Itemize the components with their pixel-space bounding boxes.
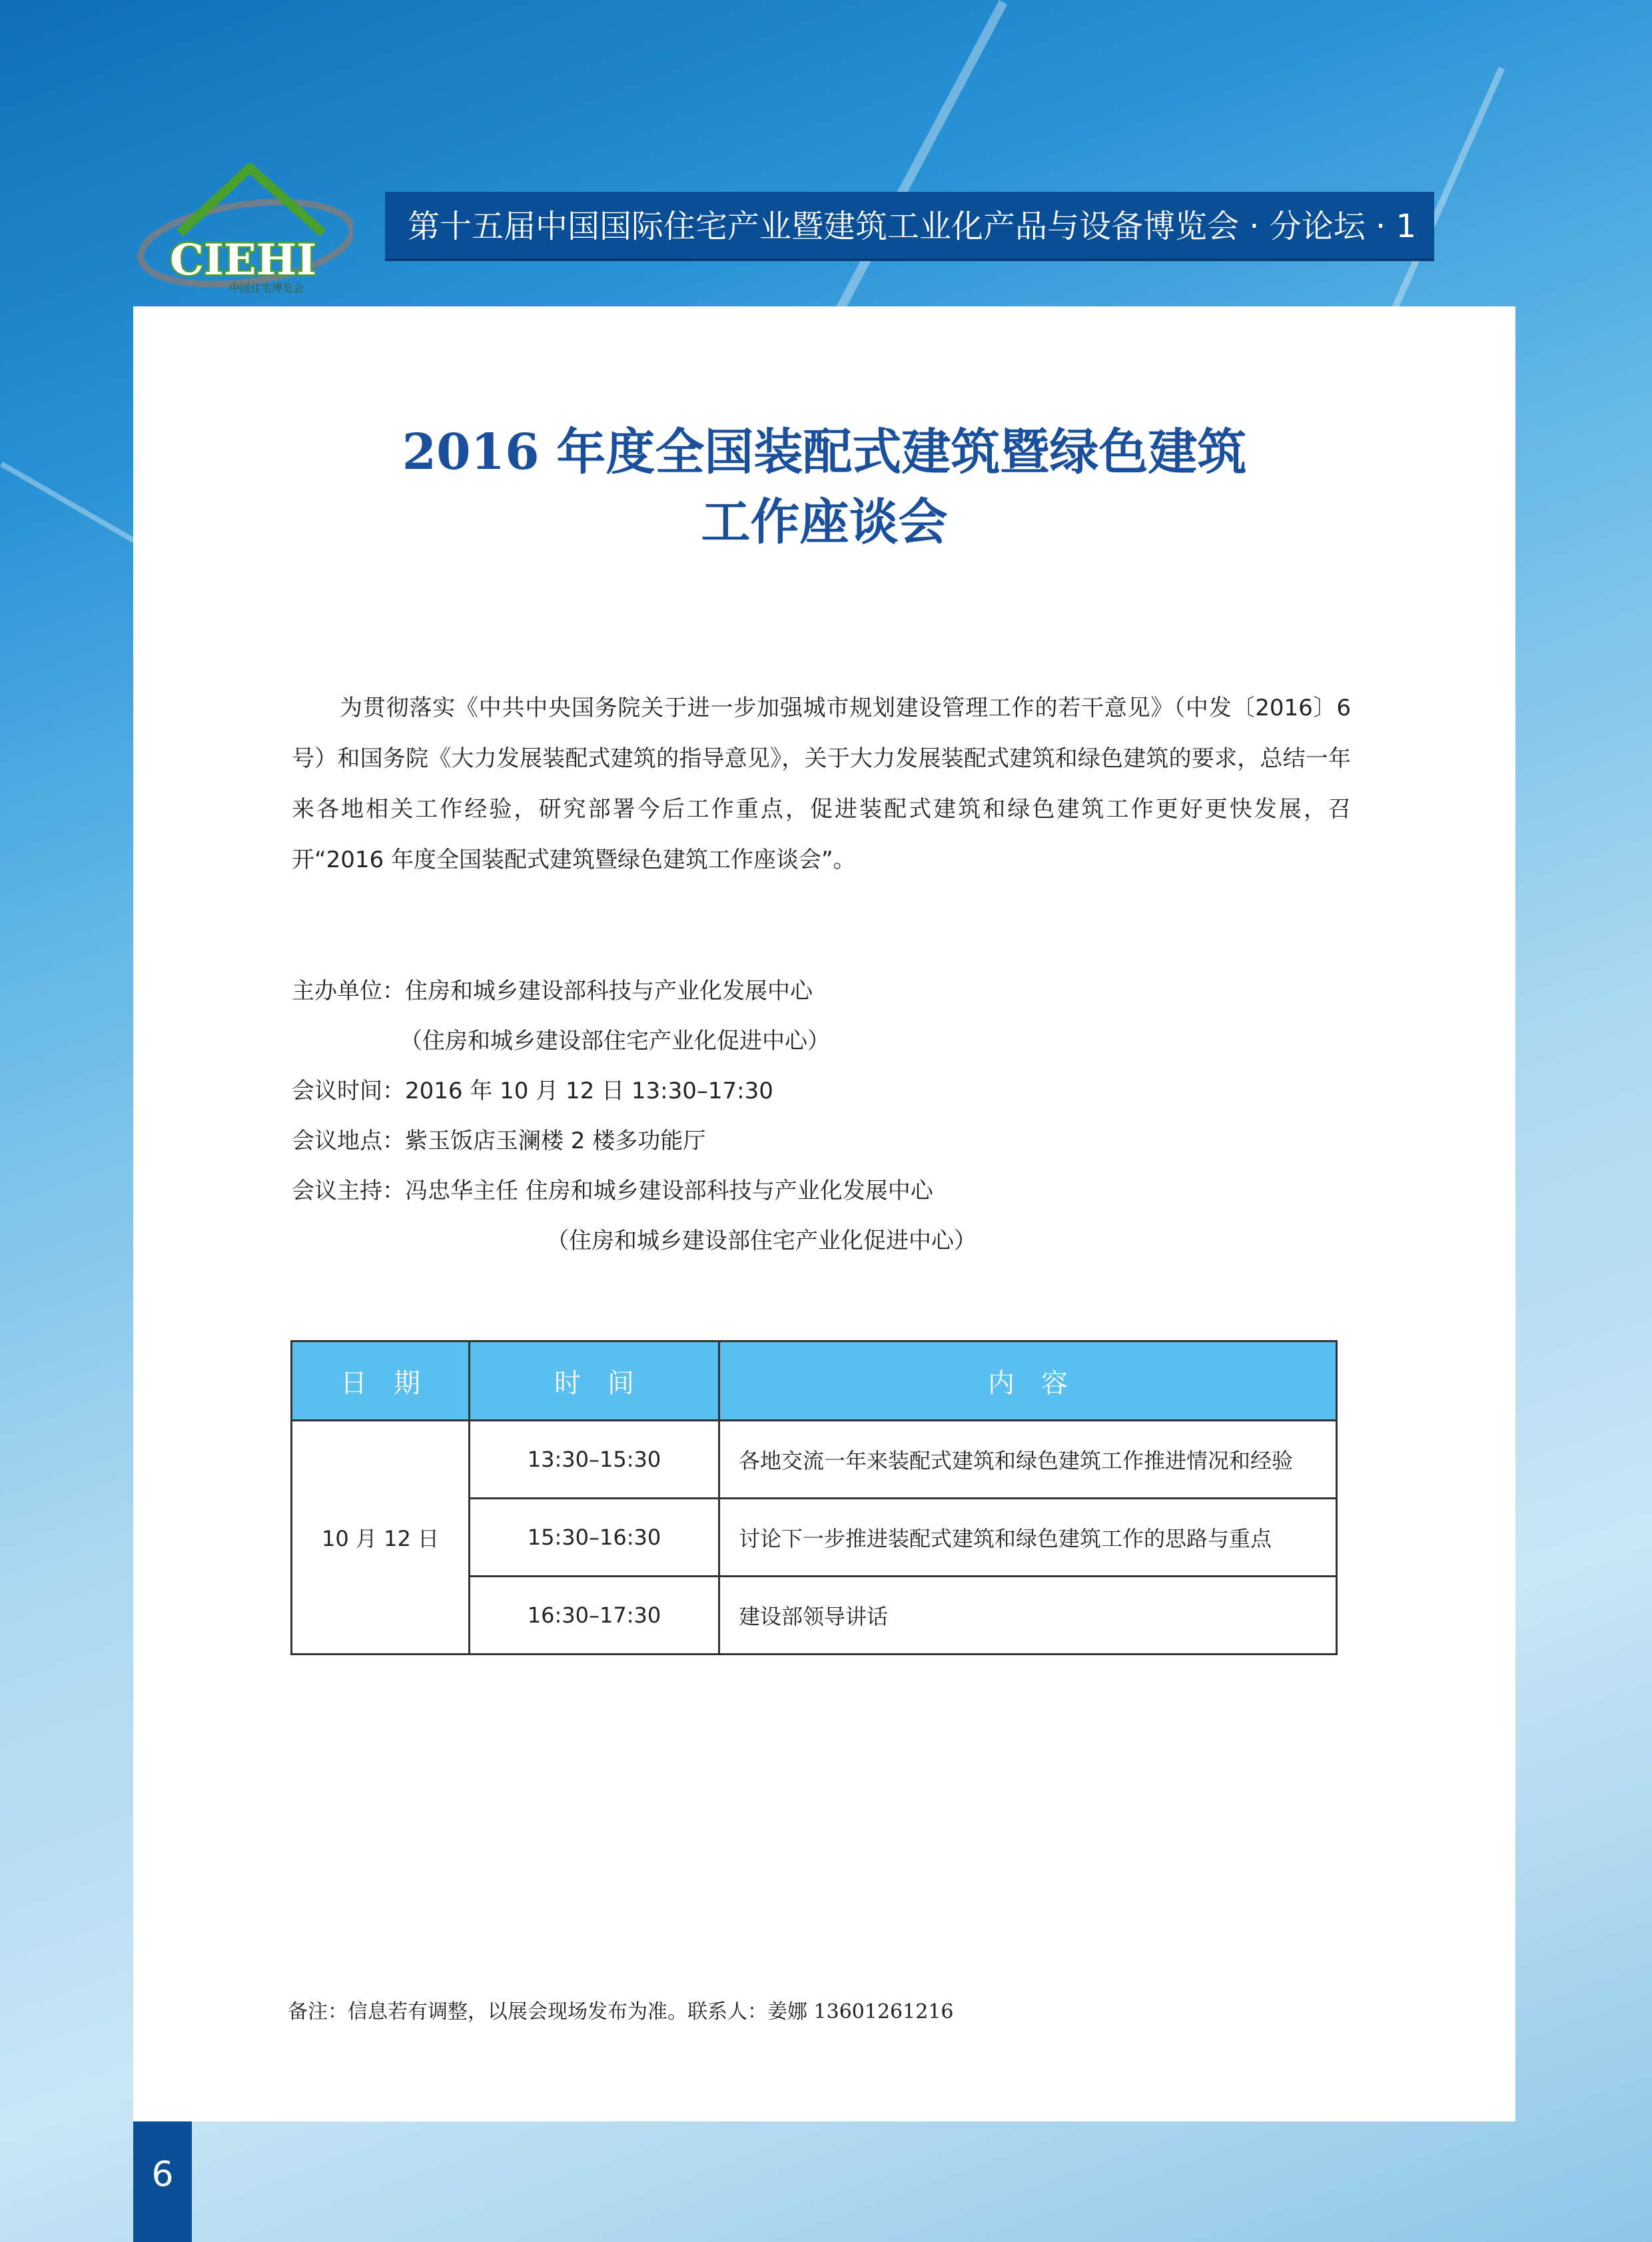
organizer-line [292, 972, 813, 1005]
content-cell: 讨论下一步推进装配式建筑和绿色建筑工作的思路与重点 [719, 1499, 1337, 1577]
time-value: 2016 年 10 月 12 日 13:30–17:30 [405, 1078, 773, 1104]
page-title-line2: 工作座谈会 [701, 494, 948, 551]
schedule-table [290, 1340, 1338, 1655]
header-date: 日 期 [292, 1341, 470, 1421]
content-cell: 各地交流一年来装配式建筑和绿色建筑工作推进情况和经验 [719, 1421, 1337, 1499]
host-line [292, 1172, 933, 1205]
time-label: 会议时间： [292, 1078, 405, 1104]
place-label: 会议地点： [292, 1128, 405, 1154]
table-header-row [292, 1341, 1337, 1421]
table-row [292, 1421, 1337, 1499]
content-cell: 建设部领导讲话 [719, 1577, 1337, 1655]
content-panel [133, 306, 1515, 2121]
page-title: 2016 年度全国装配式建筑暨绿色建筑 [402, 424, 1247, 481]
header-time: 时 间 [470, 1341, 719, 1421]
host-alt-line: （住房和城乡建设部住宅产业化促进中心） [546, 1228, 977, 1254]
intro-text: 为贯彻落实《中共中央国务院关于进一步加强城市规划建设管理工作的若干意见》（中发〔2016〕6 号）和国务院《大力发展装配式建筑的指导意见》，关于大力发展装配式建筑和绿色建筑的要求，总结一年来各地相关工作经验，研究部署今后工作重点，促进装配式建筑和绿色建筑工作更好更快发展，召开“2016 年度全国装配式建筑暨绿色建筑工作座谈会”。 [292, 695, 1351, 873]
house-logo-icon [133, 160, 353, 300]
series-header: 第十五届中国国际住宅产业暨建筑工业化产品与设备博览会 · 分论坛 · 1 [385, 192, 1434, 261]
place-line [292, 1122, 705, 1155]
organizer-label: 主办单位： [292, 978, 405, 1004]
header-content: 内 容 [719, 1341, 1337, 1421]
intro-paragraph [292, 683, 1351, 885]
time-cell: 16:30–17:30 [470, 1577, 719, 1655]
ciehi-logo [133, 160, 353, 300]
time-cell: 15:30–16:30 [470, 1499, 719, 1577]
organizer-value: 住房和城乡建设部科技与产业化发展中心 [405, 978, 813, 1004]
svg-text:CIEHI: CIEHI [169, 235, 317, 285]
page-number: 6 [151, 2155, 174, 2195]
page-number-tab [133, 2121, 192, 2242]
host-value: 冯忠华主任 住房和城乡建设部科技与产业化发展中心 [405, 1178, 933, 1204]
date-cell: 10 月 12 日 [292, 1421, 470, 1655]
svg-text:中国住宅博览会: 中国住宅博览会 [228, 282, 304, 294]
footnote: 备注：信息若有调整，以展会现场发布为准。联系人：姜娜 13601261216 [288, 2000, 954, 2024]
time-line [292, 1072, 773, 1105]
place-value: 紫玉饭店玉澜楼 2 楼多功能厅 [405, 1128, 706, 1154]
organizer-alt-line: （住房和城乡建设部住宅产业化促进中心） [400, 1028, 830, 1054]
time-cell: 13:30–15:30 [470, 1421, 719, 1499]
host-label: 会议主持： [292, 1178, 405, 1204]
